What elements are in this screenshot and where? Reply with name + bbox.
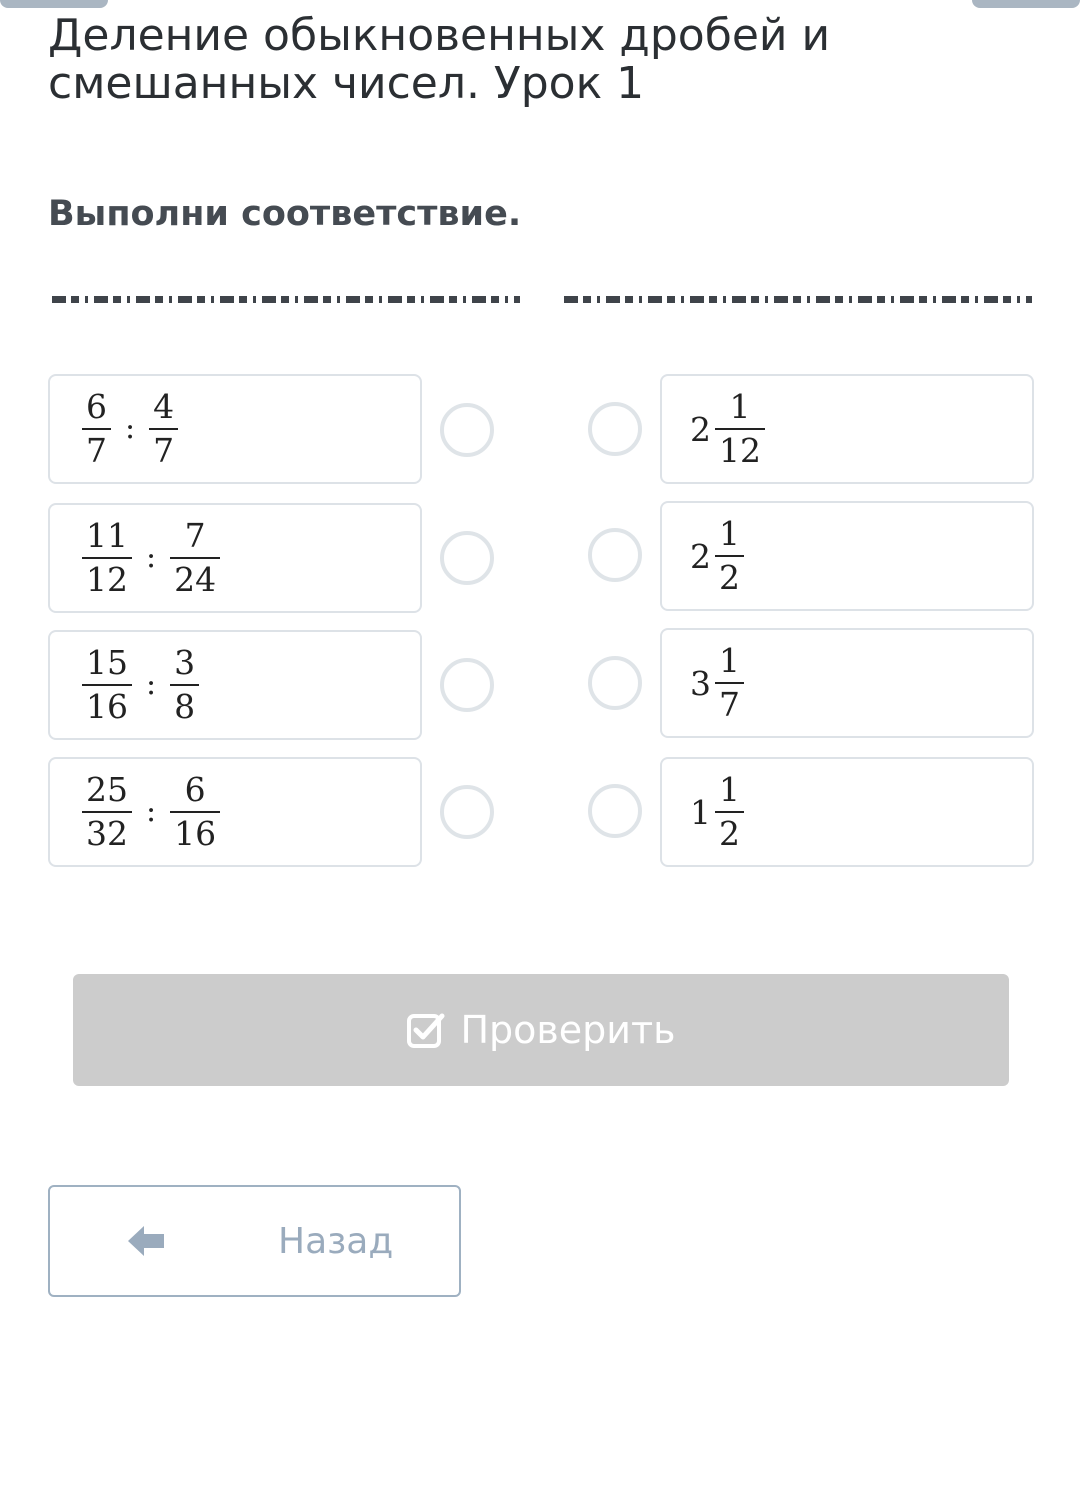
left-connector-3[interactable]: [440, 658, 494, 712]
fraction: $\frac{7}{24}$: [170, 515, 220, 601]
check-button-label: Проверить: [460, 1008, 676, 1052]
mixed-number: 3 $\frac{1}{7}$: [690, 640, 744, 726]
left-connector-1[interactable]: [440, 403, 494, 457]
mixed-number: 2 $\frac{1}{12}$: [690, 386, 765, 472]
left-connector-4[interactable]: [440, 785, 494, 839]
checkbox-check-icon: [406, 1010, 446, 1050]
fraction: $\frac{1}{2}$: [715, 769, 744, 855]
left-item-2[interactable]: [48, 503, 422, 613]
fraction: $\frac{15}{16}$: [82, 642, 132, 728]
fraction: $\frac{3}{8}$: [170, 642, 199, 728]
top-tab-left: [0, 0, 108, 8]
mixed-number: 1 $\frac{1}{2}$: [690, 769, 744, 855]
right-connector-2[interactable]: [588, 528, 642, 582]
task-instruction: Выполни соответствие.: [48, 194, 522, 234]
page-title: Деление обыкновенных дробей и смешанных чисел. Урок 1: [48, 10, 831, 109]
back-button[interactable]: [48, 1185, 461, 1297]
right-item-4[interactable]: [660, 757, 1034, 867]
arrow-left-icon: [126, 1223, 166, 1259]
fraction: $\frac{6}{16}$: [170, 769, 220, 855]
mixed-number: 2 $\frac{1}{2}$: [690, 513, 744, 599]
fraction: $\frac{1}{2}$: [715, 513, 744, 599]
fraction: $\frac{6}{7}$: [82, 386, 111, 472]
left-connector-2[interactable]: [440, 531, 494, 585]
right-connector-4[interactable]: [588, 784, 642, 838]
left-item-4[interactable]: [48, 757, 422, 867]
fraction: $\frac{1}{12}$: [715, 386, 765, 472]
fraction: $\frac{1}{7}$: [715, 640, 744, 726]
back-button-label: Назад: [278, 1221, 394, 1262]
right-item-1[interactable]: [660, 374, 1034, 484]
right-connector-3[interactable]: [588, 656, 642, 710]
fraction: $\frac{4}{7}$: [149, 386, 178, 472]
check-button[interactable]: [73, 974, 1009, 1086]
right-item-3[interactable]: [660, 628, 1034, 738]
fraction: $\frac{25}{32}$: [82, 769, 132, 855]
division-expression: $\frac{15}{16}$ : $\frac{3}{8}$: [82, 642, 199, 728]
top-tab-right: [972, 0, 1080, 8]
division-expression: $\frac{25}{32}$ : $\frac{6}{16}$: [82, 769, 220, 855]
right-connector-1[interactable]: [588, 402, 642, 456]
left-item-3[interactable]: [48, 630, 422, 740]
division-expression: $\frac{6}{7}$ : $\frac{4}{7}$: [82, 386, 178, 472]
left-item-1[interactable]: [48, 374, 422, 484]
division-expression: $\frac{11}{12}$ : $\frac{7}{24}$: [82, 515, 220, 601]
right-item-2[interactable]: [660, 501, 1034, 611]
answer-placeholder-divider: [52, 294, 1032, 304]
fraction: $\frac{11}{12}$: [82, 515, 132, 601]
